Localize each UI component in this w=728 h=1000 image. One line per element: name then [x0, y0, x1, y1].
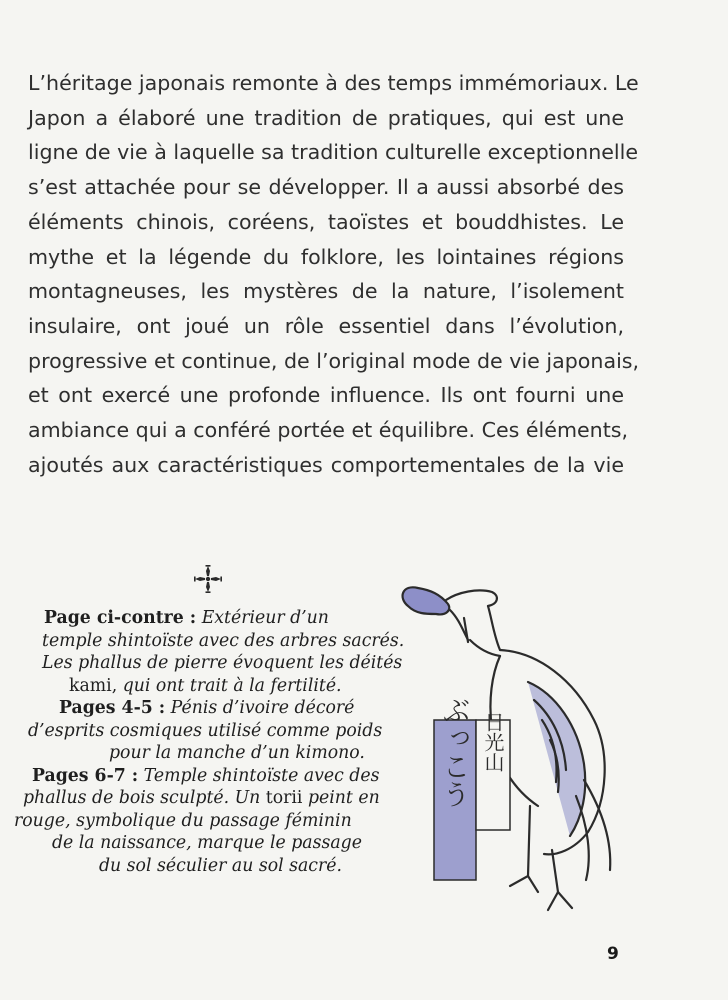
caption-text: Extérieur d’un [201, 608, 329, 628]
body-line: ligne de vie à laquelle sa tradition culturelle exceptionnelle [28, 140, 639, 165]
caption-label: Page ci-contre : [44, 608, 197, 628]
crane-ink-drawing [388, 570, 648, 930]
caption-text: Les phallus de pierre évoquent les déités [42, 653, 403, 673]
body-line: montagneuses, les mystères de la nature, l’isolement [28, 279, 624, 304]
body-line: Japon a élaboré une tradition de pratiques, qui est une [28, 105, 624, 130]
caption-text: Temple shintoïste avec des [143, 765, 380, 786]
calligraphy-right: 日光山 [481, 712, 505, 772]
caption-text: de la naissance, marque le passage [52, 833, 362, 853]
caption-text: phallus de bois sculpté. Un [23, 788, 261, 808]
caption-term: kami, [69, 675, 118, 696]
caption-text: temple shintoïste avec des arbres sacrés. [42, 630, 405, 651]
body-line: s’est attachée pour se développer. Il a aussi absorbé des [28, 175, 624, 200]
page-number: 9 [607, 944, 619, 964]
body-line: ajoutés aux caractéristiques comportementales de la vie [28, 452, 624, 477]
caption-text: rouge, symbolique du passage féminin [14, 810, 352, 831]
caption-text: peint en [307, 788, 380, 808]
caption-text: pour la manche d’un kimono. [109, 743, 365, 763]
calligraphy-left: ぶっこう [438, 696, 472, 808]
caption-label: Pages 4-5 : [59, 698, 166, 718]
caption-term: torii [265, 788, 303, 808]
body-line: mythe et la légende du folklore, les lointaines régions [28, 244, 624, 269]
body-line: L’héritage japonais remonte à des temps immémoriaux. Le [28, 71, 639, 95]
caption-text: du sol séculier au sol sacré. [99, 855, 342, 876]
body-line: éléments chinois, coréens, taoïstes et bouddhistes. Le [28, 209, 624, 234]
caption-text: qui ont trait à la fertilité. [122, 675, 342, 696]
body-line: insulaire, ont joué un rôle essentiel dans l’évolution, [28, 313, 624, 338]
caption-text: d’esprits cosmiques utilisé comme poids [28, 720, 383, 741]
caption-label: Pages 6-7 : [32, 765, 139, 786]
caption-text: Pénis d’ivoire décoré [170, 698, 355, 718]
body-line: et ont exercé une profonde influence. Ils ont fourni une [28, 383, 624, 408]
body-line: ambiance qui a conféré portée et équilibre. Ces éléments, [28, 418, 629, 443]
body-line: progressive et continue, de l’original mode de vie japonais, [28, 348, 640, 373]
cross-ornament-icon [192, 563, 224, 595]
body-paragraph [28, 66, 640, 482]
